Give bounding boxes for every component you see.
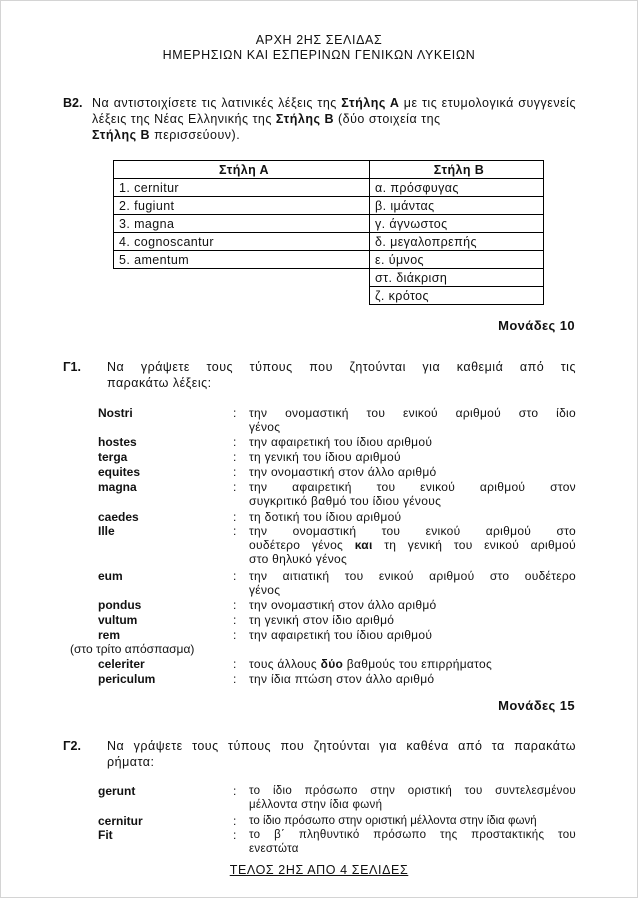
g1-desc-line: την αφαιρετική του ίδιου αριθμού — [249, 628, 433, 642]
column-b-item: β. ιμάντας — [370, 197, 544, 215]
g2-desc-line: ενεστώτα — [249, 843, 299, 855]
g1-desc-line: γένος — [249, 420, 281, 434]
g1-word: hostes — [98, 435, 137, 449]
page-footer — [0, 863, 638, 877]
column-b-header: Στήλη Β — [370, 161, 544, 179]
matching-table — [113, 160, 544, 305]
g1-word: equites — [98, 465, 141, 479]
header-line-1: ΑΡΧΗ 2ΗΣ ΣΕΛΙΔΑΣ — [255, 33, 383, 47]
b2-col-a-ref: Στήλης Α — [341, 96, 400, 110]
g1-desc-line: τη γενική στον ίδιο αριθμό — [249, 613, 395, 627]
g1-desc-line: στο θηλυκό γένος — [249, 552, 348, 566]
g1-desc-line: την ονομαστική στον άλλο αριθμό — [249, 465, 437, 479]
table-empty-cell — [114, 287, 370, 305]
question-g2-intro-2: ρήματα: — [107, 755, 155, 769]
question-g2-intro-1: Να γράψετε τους τύπους που ζητούνται για καθένα από τα παρακάτω — [107, 739, 576, 753]
colon: : — [233, 569, 237, 583]
g1-desc-line: την ονομαστική στον άλλο αριθμό — [249, 598, 437, 612]
column-a-item: 1. cernitur — [114, 179, 370, 197]
desc-part-bold: και — [354, 538, 373, 552]
colon: : — [233, 613, 237, 627]
g2-desc-line: μέλλοντα στην ίδια φωνή — [249, 799, 383, 811]
column-b-item: ε. ύμνος — [370, 251, 544, 269]
colon: : — [233, 480, 237, 494]
colon: : — [233, 510, 237, 524]
g1-desc-line: γένος — [249, 583, 281, 597]
g1-desc-line: την αφαιρετική του ίδιου αριθμού — [249, 435, 433, 449]
question-b2-number: Β2. — [63, 96, 83, 110]
g2-desc-line: το β΄ πληθυντικό πρόσωπο της προστακτικής του — [249, 829, 576, 841]
b2-col-b-ref: Στήλης Β — [92, 128, 151, 142]
colon: : — [233, 465, 237, 479]
colon: : — [233, 784, 237, 798]
colon: : — [233, 828, 237, 842]
g2-desc-line: το ίδιο πρόσωπο στην οριστική του συντελεσμένου — [249, 785, 576, 797]
g1-note: (στο τρίτο απόσπασμα) — [70, 642, 195, 656]
column-a-header: Στήλη Α — [114, 161, 370, 179]
g1-desc-line: την ονομαστική του ενικού αριθμού στο ίδιο — [249, 406, 576, 420]
g1-word: pondus — [98, 598, 142, 612]
g1-desc-line — [249, 538, 576, 552]
column-b-item: γ. άγνωστος — [370, 215, 544, 233]
colon: : — [233, 628, 237, 642]
g1-desc-line: την αφαιρετική του ενικού αριθμού στον — [249, 480, 576, 494]
desc-part: τους άλλους — [249, 657, 321, 671]
g1-desc-line: τη δοτική του ίδιου αριθμού — [249, 510, 402, 524]
question-g2-number: Γ2. — [63, 739, 81, 753]
g1-word: vultum — [98, 613, 138, 627]
colon: : — [233, 406, 237, 420]
g1-marks: Μονάδες 15 — [498, 698, 575, 713]
g1-word: magna — [98, 480, 137, 494]
b2-marks: Μονάδες 10 — [498, 318, 575, 333]
column-a-item: 5. amentum — [114, 251, 370, 269]
desc-part-bold: δύο — [320, 657, 344, 671]
colon: : — [233, 598, 237, 612]
g1-desc-line: την ονομαστική του ενικού αριθμού στο — [249, 524, 576, 538]
column-b-item: δ. μεγαλοπρεπής — [370, 233, 544, 251]
b2-text-part: περισσεύουν). — [150, 128, 241, 142]
g1-word: periculum — [98, 672, 156, 686]
question-b2-text — [92, 95, 576, 143]
g1-desc-line: συγκριτικό βαθμό του ίδιου γένους — [249, 494, 442, 508]
colon: : — [233, 435, 237, 449]
g1-word: celeriter — [98, 657, 145, 671]
g1-word: eum — [98, 569, 123, 583]
footer-text: ΤΕΛΟΣ 2ΗΣ ΑΠΟ 4 ΣΕΛΙΔΕΣ — [229, 863, 409, 877]
g1-word: terga — [98, 450, 128, 464]
desc-part: ουδέτερο γένος — [249, 538, 355, 552]
colon: : — [233, 524, 237, 538]
b2-text-part: (δύο στοιχεία της — [333, 112, 441, 126]
b2-text-part: με τις ετυμολογικά συγγενείς λέξεις της Νέας Ελληνικής της — [92, 96, 576, 126]
question-g1-intro-1: Να γράψετε τους τύπους που ζητούνται για καθεμιά από τις — [107, 360, 576, 374]
b2-text-part: Να αντιστοιχίσετε τις λατινικές λέξεις της — [92, 96, 342, 110]
g2-word: Fit — [98, 828, 113, 842]
colon: : — [233, 814, 237, 828]
question-g1-intro-2: παρακάτω λέξεις: — [107, 376, 212, 390]
header-line-2: ΗΜΕΡΗΣΙΩΝ ΚΑΙ ΕΣΠΕΡΙΝΩΝ ΓΕΝΙΚΩΝ ΛΥΚΕΙΩΝ — [162, 48, 476, 62]
g2-word: cernitur — [98, 814, 143, 828]
column-b-item: α. πρόσφυγας — [370, 179, 544, 197]
g1-desc-line: τη γενική του ίδιου αριθμού — [249, 450, 401, 464]
desc-part: βαθμούς του επιρρήματος — [343, 657, 493, 671]
column-a-item: 3. magna — [114, 215, 370, 233]
g1-desc-line — [249, 657, 576, 671]
colon: : — [233, 672, 237, 686]
desc-part: τη γενική του ενικού αριθμού — [372, 538, 576, 552]
question-g1-number: Γ1. — [63, 360, 81, 374]
g2-word: gerunt — [98, 784, 136, 798]
colon: : — [233, 450, 237, 464]
g1-desc-line: την αιτιατική του ενικού αριθμού στο ουδέτερο — [249, 569, 576, 583]
table-empty-cell — [114, 269, 370, 287]
g1-word: Ille — [98, 524, 115, 538]
g1-desc-line: την ίδια πτώση στον άλλο αριθμό — [249, 672, 435, 686]
g1-word: rem — [98, 628, 121, 642]
colon: : — [233, 657, 237, 671]
column-b-item: ζ. κρότος — [370, 287, 544, 305]
g1-word: caedes — [98, 510, 139, 524]
b2-col-b-ref: Στήλης Β — [275, 112, 334, 126]
g1-word: Nostri — [98, 406, 133, 420]
column-a-item: 2. fugiunt — [114, 197, 370, 215]
column-a-item: 4. cognoscantur — [114, 233, 370, 251]
g2-desc-line: το ίδιο πρόσωπο στην οριστική μέλλοντα στην ίδια φωνή — [249, 815, 537, 827]
column-b-item: στ. διάκριση — [370, 269, 544, 287]
